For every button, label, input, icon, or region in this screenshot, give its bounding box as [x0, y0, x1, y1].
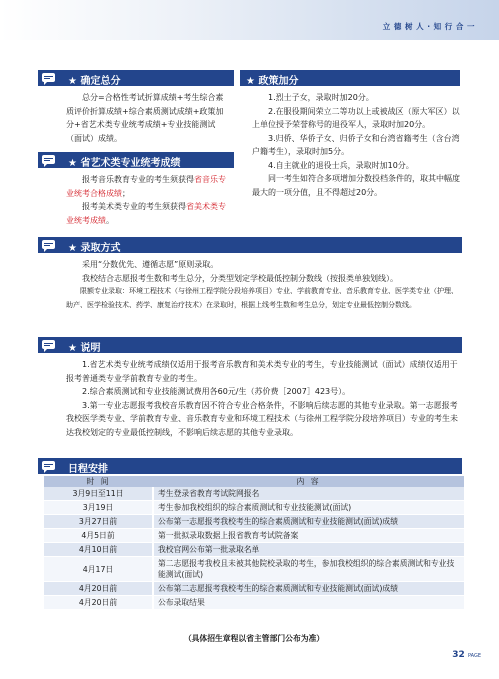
table-row — [44, 515, 464, 529]
policy-item: 同一考生如符合多项增加分数投档条件的，取其中幅度最大的一项分值，且不得超过20分。 — [252, 174, 460, 197]
admission-principle: 采用“分数优先、遵循志愿”原则录取。 — [82, 260, 219, 269]
schedule-content: 公布第二志愿报考我校考生的综合素质测试和专业技能测试(面试)成绩 — [153, 582, 464, 596]
section-header-policy-bonus — [240, 70, 460, 86]
schedule-time: 3月19日 — [44, 501, 153, 515]
fine-art-requirement: 省美术类专业统考成绩 — [66, 202, 226, 225]
policy-bonus-text — [252, 91, 460, 199]
total-score-paragraph: 总分=合格性考试折算成绩+考生综合素质评价折算成绩+综合素质测试成绩+政策加分+省艺术类专业统考成绩+专业技能测试（面试）成绩。 — [66, 93, 224, 143]
schedule-footnote: （具体招生章程以省主管部门公布为准） — [183, 634, 325, 643]
section-header-notes — [38, 337, 462, 353]
music-requirement: 省音乐专业统考合格成绩 — [66, 175, 226, 198]
column-header-time: 时 间 — [44, 476, 153, 487]
schedule-content: 考生登录省教育考试院网报名 — [153, 487, 464, 501]
note-item: 1.省艺术类专业统考成绩仅适用于报考音乐教育和美术类专业的考生，专业技能测试（面试）成绩仅适用于报考普通类专业学前教育专业的考生。 — [66, 360, 458, 383]
table-row — [44, 487, 464, 501]
page-number-suffix: PAGE — [467, 653, 481, 659]
section-title-admission: ★ 录取方式 — [68, 243, 121, 254]
schedule-content: 公布第一志愿报考我校考生的综合素质测试和专业技能测试(面试)成绩 — [153, 515, 464, 529]
section-title-art-exam: ★ 省艺术类专业统考成绩 — [68, 158, 181, 169]
note-item: 2.综合素质测试和专业技能测试费用各60元/生（苏价费［2007］423号）。 — [82, 387, 351, 396]
chat-bubble-icon — [42, 461, 55, 470]
art-exam-text — [66, 173, 230, 227]
art-exam-fine-art: 报考美术类专业的考生须获得省美术类专业统考成绩。 — [66, 202, 226, 225]
total-score-text — [66, 91, 230, 145]
top-banner — [0, 0, 499, 40]
table-row — [44, 529, 464, 543]
chat-bubble-icon — [42, 240, 55, 249]
admission-cutoff: 我校结合志愿报考生数和考生总分，分类型划定学校最低控制分数线（按报类单独划线）。 — [82, 273, 398, 283]
table-row — [44, 596, 464, 610]
section-title-total-score: ★ 确定总分 — [68, 76, 121, 87]
schedule-table — [44, 476, 464, 610]
schedule-content: 公布录取结果 — [153, 596, 464, 610]
chat-bubble-icon — [42, 340, 55, 349]
art-exam-music: 报考音乐教育专业的考生须获得省音乐专业统考合格成绩； — [66, 175, 226, 198]
section-title-policy-bonus: ★ 政策加分 — [246, 76, 299, 87]
section-title-schedule: 日程安排 — [68, 464, 108, 475]
section-header-art-exam — [38, 152, 234, 168]
section-header-admission — [38, 237, 462, 253]
policy-item: 4.自主就业的退役士兵，录取时加10分。 — [268, 160, 414, 170]
schedule-content: 第二志愿报考我校且未被其他院校录取的考生，参加我校组织的综合素质测试和专业技能测试(面试) — [153, 557, 464, 582]
section-title-notes: ★ 说明 — [68, 343, 101, 354]
schedule-time: 4月17日 — [44, 557, 153, 582]
schedule-content: 我校官网公布第一批录取名单 — [153, 543, 464, 557]
page-number: 32 PAGE — [452, 650, 481, 660]
table-row — [44, 557, 464, 582]
table-row — [44, 543, 464, 557]
admission-text — [66, 258, 462, 312]
note-item: 3.第一专业志愿报考我校音乐教育因不符合专业合格条件，不影响后续志愿的其他专业录取。第一志愿报考我校医学类专业、学前教育专业、音乐教育专业和环境工程技术（与徐州工程学院分段培养项目）专业的考生未达我校划定的专业最低控制线，不影响后续志愿的其他专业录取。 — [66, 400, 458, 437]
table-row — [44, 501, 464, 515]
admission-limited-majors: 限额专业录取：环境工程技术（与徐州工程学院分段培养项目）专业、学前教育专业、音乐教育专业、医学类专业（护理、助产、医学检验技术、药学、康复治疗技术）在录取时，根据上线考生数和考生总分，划定专业最低控制分数线。 — [66, 287, 458, 309]
schedule-time: 4月20日前 — [44, 596, 153, 610]
policy-item: 3.归侨、华侨子女、归侨子女和台湾省籍考生（含台湾户籍考生），录取时加5分。 — [252, 133, 460, 156]
column-header-content: 内 容 — [153, 476, 464, 487]
section-header-total-score — [38, 70, 234, 86]
schedule-time: 4月20日前 — [44, 582, 153, 596]
schedule-content: 考生参加我校组织的综合素质测试和专业技能测试(面试) — [153, 501, 464, 515]
schedule-time: 4月10日前 — [44, 543, 153, 557]
schedule-time: 3月9日至11日 — [44, 487, 153, 501]
policy-item: 2.在服役期间荣立二等功以上或被战区（原大军区）以上单位授予荣誉称号的退役军人，录取时加20分。 — [252, 106, 460, 129]
schedule-time: 3月27日前 — [44, 515, 153, 529]
schedule-content: 第一批拟录取数据上报省教育考试院备案 — [153, 529, 464, 543]
chat-bubble-icon — [42, 155, 55, 164]
chat-bubble-icon — [42, 73, 55, 82]
policy-item: 1.烈士子女，录取时加20分。 — [268, 93, 374, 102]
schedule-time: 4月5日前 — [44, 529, 153, 543]
notes-text — [66, 358, 462, 439]
section-header-schedule — [38, 458, 462, 474]
schedule-header-row — [44, 476, 464, 487]
table-row — [44, 582, 464, 596]
motto: 立 德 树 人 · 知 行 合 一 — [382, 22, 475, 31]
